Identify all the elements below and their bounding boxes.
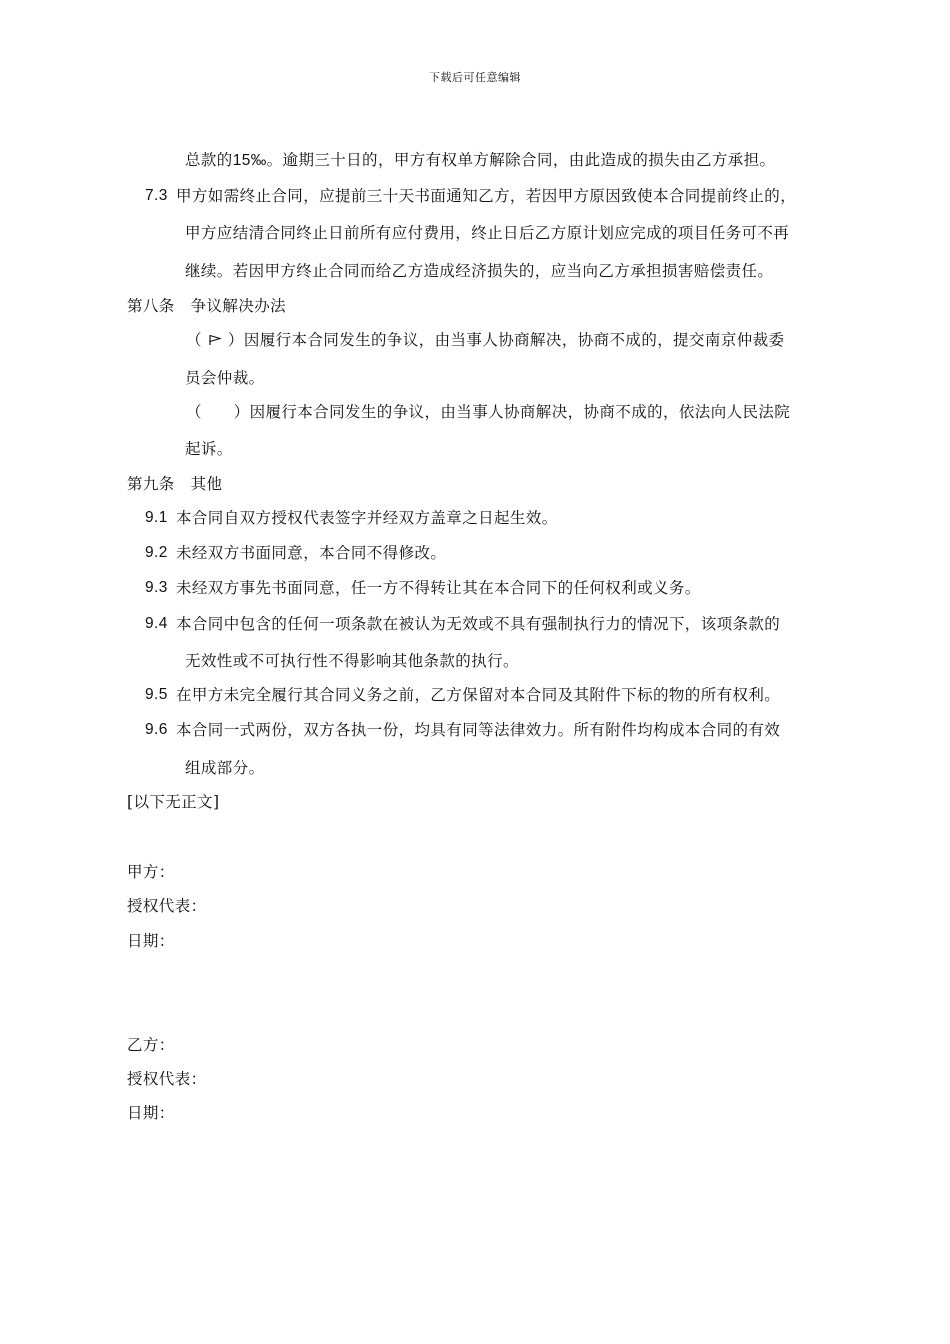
clause7-tail-line	[185, 150, 775, 171]
party-a-label: 甲方：	[127, 863, 175, 881]
clause-8-heading: 第八条 争议解决办法	[127, 297, 287, 315]
clause-9-6-number: 9.6	[145, 721, 168, 738]
clause-9-5-text: 在甲方未完全履行其合同义务之前，乙方保留对本合同及其附件下标的物的所有权利。	[176, 686, 781, 704]
option-1-text: 因履行本合同发生的争议，由当事人协商解决，协商不成的，提交南京仲裁委	[243, 331, 785, 349]
clause-9-6-line-1: 本合同一式两份，双方各执一份，均具有同等法律效力。所有附件均构成本合同的有效	[176, 721, 781, 739]
clause-7-3-line-1: 甲方如需终止合同，应提前三十天书面通知乙方，若因甲方原因致使本合同提前终止的，	[176, 187, 797, 205]
clause-9-4-number: 9.4	[145, 615, 168, 632]
clause-9-4-line-2: 无效性或不可执行性不得影响其他条款的执行。	[185, 652, 519, 670]
clause-7-3-line-2: 甲方应结清合同终止日前所有应付费用，终止日后乙方原计划应完成的项目任务可不再	[185, 224, 790, 242]
clause-9-1-number: 9.1	[145, 509, 168, 526]
clause-8-option-2-line-1	[186, 402, 790, 422]
clause-8-option-1-line-2: 员会仲裁。	[185, 369, 265, 387]
option-1-bracket-open: （	[186, 331, 202, 349]
clause-9-6-line-2: 组成部分。	[185, 759, 265, 777]
clause-8-option-1-line-1	[186, 330, 784, 350]
option-2-checkbox[interactable]: （ ）	[186, 403, 250, 421]
clause-9-4-line-1: 本合同中包含的任何一项条款在被认为无效或不具有强制执行力的情况下，该项条款的	[176, 615, 781, 633]
clause-8-option-2-line-2: 起诉。	[185, 440, 233, 458]
clause7-tail-rest: 。逾期三十日的，甲方有权单方解除合同，由此造成的损失由乙方承担。	[266, 151, 776, 169]
clause-9-5-number: 9.5	[145, 686, 168, 703]
end-note: [以下无正文]	[127, 793, 220, 811]
option-1-bracket-close: ）	[227, 331, 244, 349]
clause-7-3-number: 7.3	[145, 187, 168, 204]
clause-7-3-line-3: 继续。若因甲方终止合同而给乙方造成经济损失的，应当向乙方承担损害赔偿责任。	[185, 262, 774, 280]
clause-9-3-number: 9.3	[145, 579, 168, 596]
option-2-text: 因履行本合同发生的争议，由当事人协商解决，协商不成的，依法向人民法院	[249, 403, 791, 421]
clause-9-2-text: 未经双方书面同意，本合同不得修改。	[176, 544, 447, 562]
flag-icon	[208, 334, 222, 346]
clause-9-heading: 第九条 其他	[127, 475, 223, 493]
party-b-rep-label: 授权代表：	[127, 1070, 207, 1088]
clause-9-1-text: 本合同自双方授权代表签字并经双方盖章之日起生效。	[176, 509, 558, 527]
clause-9-2-number: 9.2	[145, 544, 168, 561]
party-a-date-label: 日期：	[127, 932, 175, 950]
party-b-label: 乙方：	[127, 1036, 175, 1054]
party-a-rep-label: 授权代表：	[127, 897, 207, 915]
option-1-checkbox[interactable]	[202, 330, 228, 350]
clause7-tail-prefix: 总款的	[185, 151, 233, 169]
page-header: 下载后可任意编辑	[429, 71, 521, 84]
party-b-date-label: 日期：	[127, 1104, 175, 1122]
penalty-rate: 15‰	[232, 152, 267, 169]
clause-9-3-text: 未经双方事先书面同意，任一方不得转让其在本合同下的任何权利或义务。	[176, 579, 701, 597]
